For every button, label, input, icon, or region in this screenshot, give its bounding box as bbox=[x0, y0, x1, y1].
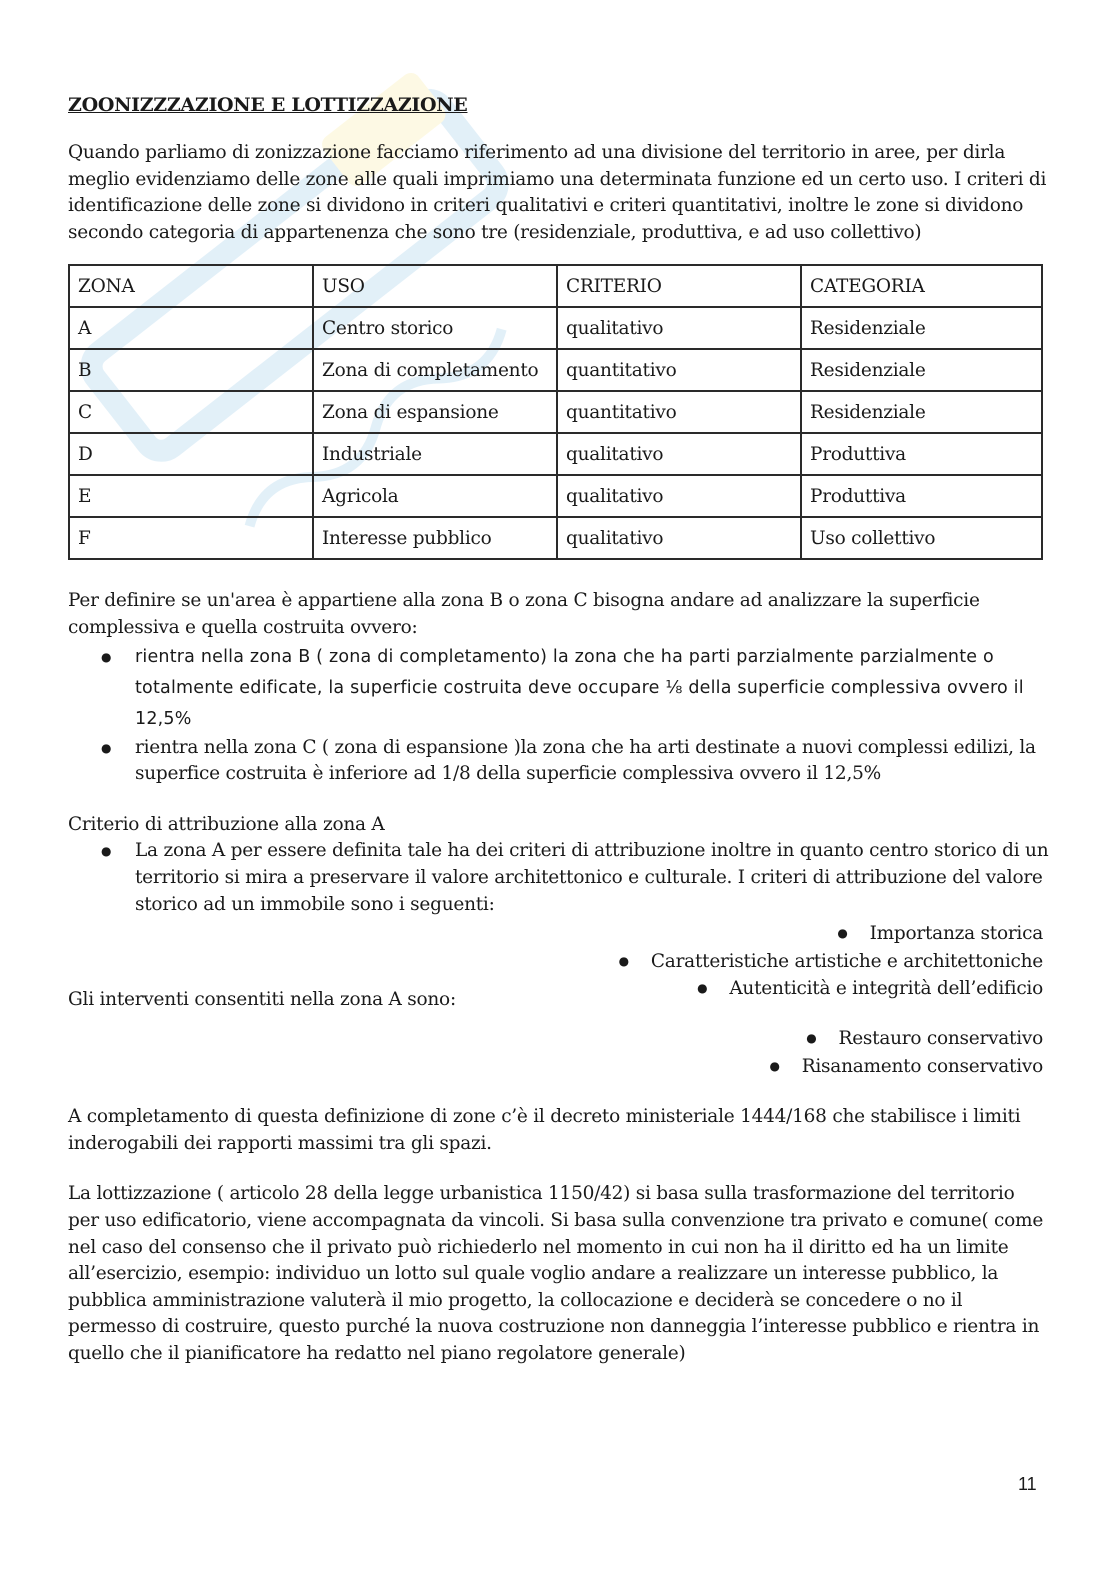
table-cell: qualitativo bbox=[557, 517, 801, 559]
table-header-cell: CRITERIO bbox=[557, 265, 801, 307]
zone-a-heading: Criterio di attribuzione alla zona A bbox=[68, 813, 385, 835]
page-number: 11 bbox=[1018, 1474, 1037, 1494]
bullet-icon: ● bbox=[697, 981, 708, 996]
table-row bbox=[69, 433, 1042, 475]
list-item: ● rientra nella zona C ( zona di espansione )la zona che ha arti destinate a nuovi complessi edilizi, la superfice costruita è inferiore ad 1/8 della superficie complessiva ovvero il 12,5% bbox=[135, 735, 1050, 788]
criteria-list bbox=[68, 920, 1043, 1003]
table-cell: Uso collettivo bbox=[801, 517, 1042, 559]
table-row bbox=[69, 391, 1042, 433]
table-cell: Residenziale bbox=[801, 391, 1042, 433]
table-row bbox=[69, 517, 1042, 559]
table-header-row bbox=[69, 265, 1042, 307]
table-header-cell: USO bbox=[313, 265, 557, 307]
table-cell: Centro storico bbox=[313, 307, 557, 349]
interventions-heading: Gli interventi consentiti nella zona A sono: bbox=[68, 988, 456, 1010]
table-cell: Produttiva bbox=[801, 475, 1042, 517]
bullet-icon: ● bbox=[806, 1031, 817, 1046]
table-cell: E bbox=[69, 475, 313, 517]
table-row bbox=[69, 475, 1042, 517]
table-cell: Zona di espansione bbox=[313, 391, 557, 433]
table-cell: qualitativo bbox=[557, 475, 801, 517]
bullet-icon: ● bbox=[837, 926, 848, 941]
decree-paragraph: A completamento di questa definizione di zone c’è il decreto ministeriale 1444/168 che stabilisce i limiti inderogabili dei rapporti massimi tra gli spazi. bbox=[68, 1106, 1021, 1154]
page-title: ZOONIZZZAZIONE E LOTTIZZAZIONE bbox=[68, 94, 468, 116]
table-cell: A bbox=[69, 307, 313, 349]
table-cell: Produttiva bbox=[801, 433, 1042, 475]
table-cell: qualitativo bbox=[557, 433, 801, 475]
table-cell: quantitativo bbox=[557, 391, 801, 433]
table-row bbox=[69, 349, 1042, 391]
table-cell: Zona di completamento bbox=[313, 349, 557, 391]
document-page bbox=[68, 94, 1050, 1368]
table-cell: C bbox=[69, 391, 313, 433]
table-cell: Interesse pubblico bbox=[313, 517, 557, 559]
table-cell: Residenziale bbox=[801, 349, 1042, 391]
table-cell: Residenziale bbox=[801, 307, 1042, 349]
lottizzazione-paragraph: La lottizzazione ( articolo 28 della legge urbanistica 1150/42) si basa sulla trasformazione del territorio per uso edificatorio, viene accompagnata da vincoli. Si basa sulla convenzione tra privato e comune( come nel caso del consenso che il privato può richiederlo nel momento in cui non ha il diritto ed ha un limite all’esercizio, esempio: individuo un lotto sul quale voglio andare a realizzare un interesse pubblico, la pubblica amministrazione valuterà il mio progetto, la collocazione e deciderà se concedere o no il permesso di costruire, questo purché la nuova costruzione non danneggia l’interesse pubblico e rientra in quello che il pianificatore ha redatto nel piano regolatore generale) bbox=[68, 1183, 1044, 1364]
table-cell: quantitativo bbox=[557, 349, 801, 391]
table-row bbox=[69, 307, 1042, 349]
table-cell: F bbox=[69, 517, 313, 559]
table-cell: qualitativo bbox=[557, 307, 801, 349]
table-cell: Agricola bbox=[313, 475, 557, 517]
criteria-item: ● Autenticità e integrità dell’edificio bbox=[68, 975, 1043, 1003]
interventions-list bbox=[68, 1025, 1043, 1080]
zone-bc-intro: Per definire se un'area è appartiene alla zona B o zona C bisogna andare ad analizzare la superficie complessiva e quella costruita ovvero: bbox=[68, 590, 980, 638]
criteria-item: ● Caratteristiche artistiche e architettoniche bbox=[68, 948, 1043, 976]
table-header-cell: ZONA bbox=[69, 265, 313, 307]
table-cell: B bbox=[69, 349, 313, 391]
intro-paragraph: Quando parliamo di zonizzazione facciamo riferimento ad una divisione del territorio in aree, per dirla meglio evidenziamo delle zone alle quali imprimiamo una determinata funzione ed un certo uso. I criteri di identificazione delle zone si dividono in criteri qualitativi e criteri quantitativi, inoltre le zone si dividono secondo categoria di appartenenza che sono tre (residenziale, produttiva, e ad uso collettivo) bbox=[68, 142, 1047, 243]
zone-bc-list bbox=[68, 642, 1050, 788]
list-item: ● rientra nella zona B ( zona di completamento) la zona che ha parti parzialmente parzialmente o totalmente edificate, la superficie costruita deve occupare ⅛ della superficie complessiva ovvero il 12,5% bbox=[135, 642, 1050, 735]
criteria-item: ● Importanza storica bbox=[68, 920, 1043, 948]
bullet-icon: ● bbox=[618, 953, 629, 968]
intervention-item: ● Restauro conservativo bbox=[68, 1025, 1043, 1053]
table-cell: Industriale bbox=[313, 433, 557, 475]
zone-table bbox=[68, 264, 1043, 560]
list-item: ● La zona A per essere definita tale ha dei criteri di attribuzione inoltre in quanto centro storico di un territorio si mira a preservare il valore architettonico e culturale. I criteri di attribuzione del valore storico ad un immobile sono i seguenti: bbox=[135, 838, 1050, 918]
zone-a-list bbox=[68, 838, 1050, 918]
bullet-icon: ● bbox=[769, 1058, 780, 1073]
intervention-item: ● Risanamento conservativo bbox=[68, 1053, 1043, 1081]
table-header-cell: CATEGORIA bbox=[801, 265, 1042, 307]
table-cell: D bbox=[69, 433, 313, 475]
